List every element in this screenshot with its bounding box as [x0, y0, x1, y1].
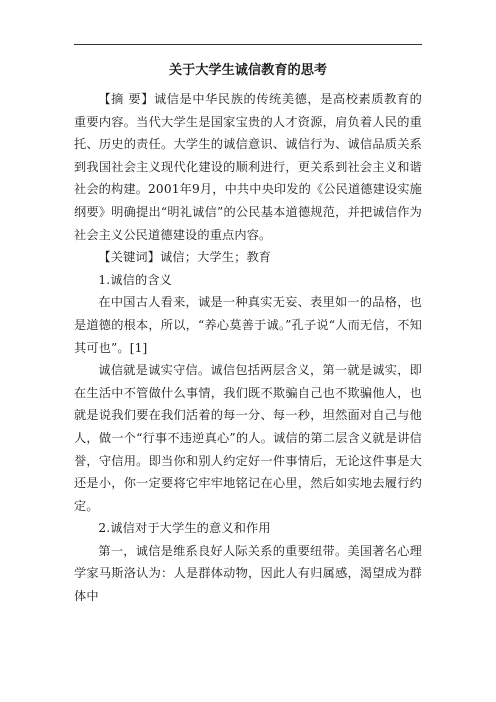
abstract-paragraph: 【摘 要】诚信是中华民族的传统美德，是高校素质教育的重要内容。当代大学生是国家宝贵的人才资源，肩负着人民的重托、历史的责任。大学生的诚信意识、诚信行为、诚信品质关系到我国社会主义现代化建设的顺利进行，更关系到社会主义和谐社会的构建。2001年9月，中共中央印发的《公民道德建设实施纲要》明确提出“明礼诚信”的公民基本道德规范，并把诚信作为社会主义公民道德建设的重点内容。 [74, 92, 422, 242]
body-paragraph: 诚信就是诚实守信。诚信包括两层含义，第一就是诚实，即在生活中不管做什么事情，我们既不欺骗自己也不欺骗他人，也就是说我们要在我们活着的每一分、每一秒，坦然面对自己与他人，做一个“行事不违逆真心”的人。诚信的第二层含义就是讲信誉，守信用。即当你和别人约定好一件事情后，无论这件事是大还是小，你一定要将它牢牢地铭记在心里，然后如实地去履行约定。 [74, 363, 422, 513]
body-paragraph: 第一，诚信是维系良好人际关系的重要纽带。美国著名心理学家马斯洛认为：人是群体动物，因此人有归属感，渴望成为群体中 [74, 543, 422, 604]
document-body [74, 62, 422, 608]
section-heading-2: 2.诚信对于大学生的意义和作用 [98, 521, 271, 536]
header-rule [74, 44, 422, 45]
section-heading-1: 1.诚信的含义 [98, 272, 173, 287]
body-paragraph: 在中国古人看来，诚是一种真实无妄、表里如一的品格，也是道德的根本，所以，“养心莫善于诚。”孔子说“人而无信，不知其可也”。[1] [74, 295, 422, 355]
document-title: 关于大学生诚信教育的思考 [168, 63, 328, 78]
keywords-paragraph: 【关键词】诚信；大学生；教育 [98, 250, 272, 265]
